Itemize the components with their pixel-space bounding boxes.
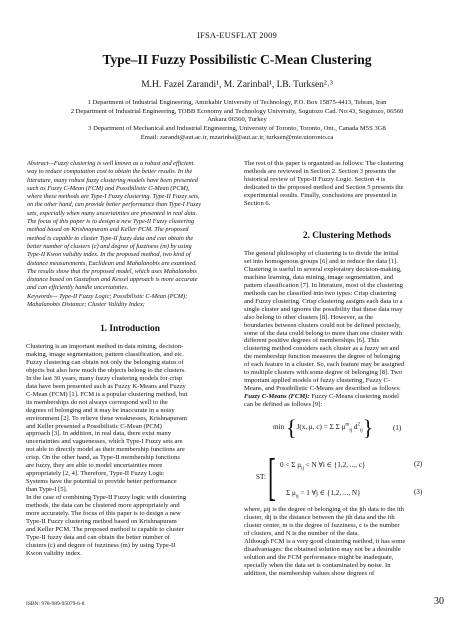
- intro-line: and Keller PCM. The proposed method is capable to cluster: [26, 525, 184, 533]
- organization-line: The rest of this paper is organized as follows: The clustering: [244, 160, 404, 167]
- email-line: Email: zarandi@aut.ac.ir, mzarinbal@aut.ac.ir, turksen@mie.utoronto.ca: [140, 134, 334, 141]
- intro-line: In the last 30 years, many fuzzy clustering models for crisp: [26, 374, 183, 382]
- abstract-block: [27, 160, 233, 309]
- organization-line: historical review of Type-II Fuzzy Logic. Section 4 is: [244, 175, 386, 183]
- intro-text: [26, 343, 234, 558]
- abstract-line: method is capable to cluster Type-II fuzzy data and can obtain the: [27, 234, 194, 242]
- isbn: ISBN: 978-989-95079-6-8: [26, 601, 85, 607]
- methods-line: set into homogenous groups [6] and to reduce the data [1].: [244, 257, 398, 265]
- methods-heading: 2. Clustering Methods: [302, 231, 392, 241]
- eq-min: min: [273, 423, 285, 431]
- abstract-line: better number of clusters (c) and degree of fuzziness (m) by using: [27, 242, 192, 250]
- abstract-line: The focus of this paper is to design a new Type-II Fuzzy clustering: [27, 218, 195, 226]
- st-label: ST:: [256, 473, 267, 481]
- intro-line: approach [3]. In addition, in real data, there exist many: [26, 430, 172, 438]
- intro-line: and Keller presented a Possibilistic C-Mean (PCM): [26, 422, 162, 430]
- conference-header: IFSA-EUSFLAT 2009: [197, 30, 277, 40]
- methods-line: important applied models of fuzzy clustering, Fuzzy C-: [244, 377, 391, 385]
- intro-line: Type-II Fuzzy clustering method based on Krishnapuram: [26, 517, 177, 525]
- fcm-intro-line-2: can be defined as follows [9]:: [244, 401, 323, 408]
- intro-line: objects but also how much the objects belong to the clusters.: [26, 366, 186, 374]
- methods-line: also belong to other clusters [8]. However, as the: [244, 313, 374, 321]
- abstract-line: distance measurements, Euclidean and Mahalanobis are examined.: [27, 259, 197, 267]
- methods-line: clustering method considers each cluster as a fuzzy set and: [244, 345, 400, 353]
- intro-line: C-Mean (FCM) [1]. FCM is a popular clustering method, but: [26, 390, 188, 398]
- organization-line: experimental results. Finally, conclusions are presented in: [244, 191, 397, 199]
- intro-line: Kwon validity index.: [26, 549, 82, 557]
- explanation-line: solution and the FCM performance might be inadequate,: [244, 553, 394, 561]
- abstract-line: way to reduce computation cost to obtain the better results. In the: [27, 168, 193, 176]
- abstract-line: where these methods are Type-I Fuzzy clustering. Type-II Fuzzy sets,: [27, 193, 200, 201]
- methods-line: Clustering is useful in several exploratory decision-making,: [244, 265, 402, 273]
- paper-title: Type–II Fuzzy Possibilistic C-Mean Clustering: [102, 52, 372, 67]
- constraint-2-sum: Σ μ: [286, 489, 296, 497]
- page-number: 30: [434, 596, 444, 607]
- explanation-line: Although FCM is a very good clustering method, it has some: [244, 537, 406, 545]
- organization-paragraph: [244, 160, 450, 208]
- intro-line: crisp. On the other hand, as Type-II membership functions: [26, 454, 180, 462]
- abstract-line: Keywords— Type-II Fuzzy Logic; Possibilistic C-Mean (PCM);: [27, 292, 188, 300]
- after-equations-text: [244, 506, 450, 578]
- abstract-line: Type-II Kwon validity index. In the proposed method, two kind of: [27, 251, 191, 259]
- abstract-line: on the other hand, can provide better performance than Type-I Fuzzy: [27, 201, 202, 209]
- equation-1: min {J(x, μ, c) = Σ Σ $\mu^m_{ij}$ $d^2_{ij}$} (1): [273, 415, 402, 440]
- affiliation-3: 3 Department of Mechanical and Industrial Engineering, University of Toronto, Toronto, Ont., Canada M5S 3G8: [88, 125, 386, 132]
- intro-line: than Type-I [5].: [26, 486, 68, 494]
- abstract-line: and can efficiently handle uncertainties.: [27, 284, 129, 292]
- intro-line: appropriately [2, 4]. Therefore, Type-II Fuzzy Logic: [26, 470, 164, 478]
- intro-line: Type-II fuzzy data and can obtain the better number of: [26, 533, 170, 541]
- intro-line: In the case of combining Type-II Fuzzy logic with clustering: [26, 494, 187, 502]
- explanation-line: cluster center, m is the degree of fuzziness, c is the number: [244, 521, 400, 529]
- methods-line: Means, and Possibilistic C-Means are described as follows:: [244, 385, 401, 393]
- intro-line: uncertainties and vaguenesses, which Type-I Fuzzy sets are: [26, 438, 183, 446]
- intro-line: clusters (c) and degree of fuzziness (m) by using Type-II: [26, 541, 176, 549]
- affiliation-2-cont: Ankara 06560, Turkey: [207, 116, 267, 123]
- intro-heading: 1. Introduction: [100, 324, 160, 334]
- methods-line: methods can be classified into two types: Crisp clustering: [244, 289, 396, 297]
- methods-line: machine learning, data mining, image segmentation, and: [244, 273, 394, 281]
- abstract-line: distance based on Gustafson and Kessel approach is more accurate: [27, 276, 198, 284]
- intro-line: not able to directly model as their membership functions are: [26, 446, 185, 454]
- constraint-1: 0 < Σ $\mu_{ij} < N$ ∀i ∈ {1,2, ..., c} (2): [280, 460, 423, 472]
- intro-line: its memberships do not always correspond well to the: [26, 398, 168, 406]
- eq1-number: (1): [393, 424, 402, 432]
- abstract-line: Mahalanobis Distance; Cluster Validity Index;: [27, 301, 145, 309]
- intro-line: environment [2]. To relieve these weaknesses, Krishnapuram: [26, 414, 187, 422]
- intro-line: making, image segmentation, pattern classification, and etc.: [26, 350, 184, 358]
- methods-line: boundaries between clusters could not be defined precisely,: [244, 321, 401, 329]
- methods-line: different positive degrees of memberships [6]. This: [244, 337, 380, 345]
- methods-line: The general philosophy of clustering is to divide the initial: [244, 250, 399, 257]
- explanation-line: disadvantages: the obtained solution may not be a desirable: [244, 545, 401, 553]
- fcm-label: Fuzzy C-Means (FCM):: [244, 393, 310, 400]
- methods-line: pattern classification [7]. In literature, most of the clustering: [244, 281, 403, 289]
- abstract-line: The results show that the proposed model, which uses Mahalanobis: [27, 267, 197, 275]
- constraint-1-tail: < N ∀i ∈ {1,2, ..., c}: [305, 461, 366, 469]
- methods-line: of each feature in a cluster. So, each feature may be assigned: [244, 361, 405, 369]
- fcm-intro-line: [244, 393, 450, 401]
- abstract-line: Abstract—Fuzzy clustering is well known as a robust and efficient: [27, 160, 194, 167]
- constraint-2-tail: = 1 ∀j ∈ {1,2, ..., N}: [300, 489, 361, 497]
- explanation-line: of clusters, and N is the number of the data.: [244, 529, 360, 537]
- abstract-line: such as Fuzzy C-Mean (FCM) and Possibilistic C-Mean (PCM),: [27, 184, 190, 192]
- intro-line: Fuzzy clustering can obtain not only the belonging status of: [26, 358, 184, 366]
- intro-line: degrees of belonging and it may be inaccurate in a noisy: [26, 406, 175, 414]
- abstract-line: literature, many robust fuzzy clustering models have been presented: [27, 176, 198, 184]
- organization-line: Section 6.: [244, 199, 271, 207]
- explanation-line: specially when the data set is contaminated by noise. In: [244, 561, 391, 569]
- affiliation-1: 1 Department of Industrial Engineering, Amirkabir University of Technology, P.O. Box 15875-4413, Tehran, Iran: [87, 99, 387, 106]
- eq-objective: J(x, μ, c) = Σ Σ μ: [296, 423, 346, 431]
- methods-text: [244, 250, 450, 393]
- abstract-line: sets, especially when many uncertainties are presented in real data.: [27, 209, 198, 217]
- intro-line: Clustering is an important method in data mining, decision-: [26, 343, 184, 350]
- affiliation-2: 2 Department of Industrial Engineering, TOBB Economy and Technology University, Sogutozo Cad. No:43, Sogutozo, 06560: [70, 108, 404, 115]
- intro-line: data have been presented such as Fuzzy K-Means and Fuzzy: [26, 382, 186, 390]
- abstract-line: method based on Krishnapuram and Keller PCM. The proposed: [27, 226, 189, 234]
- organization-line: dedicated to the proposed method and Section 5 presents the: [244, 183, 404, 191]
- methods-line: and Fuzzy clustering. Crisp clustering assigns each data to a: [244, 297, 403, 305]
- methods-line: the membership function measures the degree of belonging: [244, 353, 401, 361]
- eq2-number: (2): [414, 460, 423, 468]
- fcm-intro-rest: Fuzzy C-Means clustering model: [309, 393, 399, 400]
- explanation-line: addition, the membership values show degrees of: [244, 569, 375, 577]
- intro-line: Systems have the potential to provide better performance: [26, 478, 177, 486]
- intro-line: methods, the data can be clustered more appropriately and: [26, 502, 180, 510]
- methods-line: single cluster and ignores the possibility that these data may: [244, 305, 403, 313]
- constraint-2: Σ $\mu_{ij} = 1$ ∀j ∈ {1,2, ..., N} (3): [286, 488, 423, 500]
- author-list: M.H. Fazel Zarandi¹, M. Zarinbal¹, I.B. Turksen²˒³: [141, 80, 333, 90]
- explanation-line: where, μij is the degree of belonging of the jth data to the ith: [244, 506, 404, 513]
- constraint-1-sum: 0 < Σ μ: [280, 461, 302, 469]
- methods-line: to multiple clusters with some degree of belonging [8]. Two: [244, 369, 403, 377]
- organization-line: methods are reviewed in Section 2. Section 3 presents the: [244, 167, 396, 175]
- intro-line: more accurately. The focus of this paper is to design a new: [26, 510, 181, 518]
- constraint-brace: [: [268, 449, 276, 506]
- explanation-line: cluster, dij is the distance between the jth data and the ith: [244, 513, 395, 521]
- methods-line: some of the data could belong to more than one cluster with: [244, 329, 403, 337]
- intro-line: are fuzzy, they are able to model uncertainties more: [26, 462, 163, 470]
- eq3-number: (3): [414, 488, 423, 496]
